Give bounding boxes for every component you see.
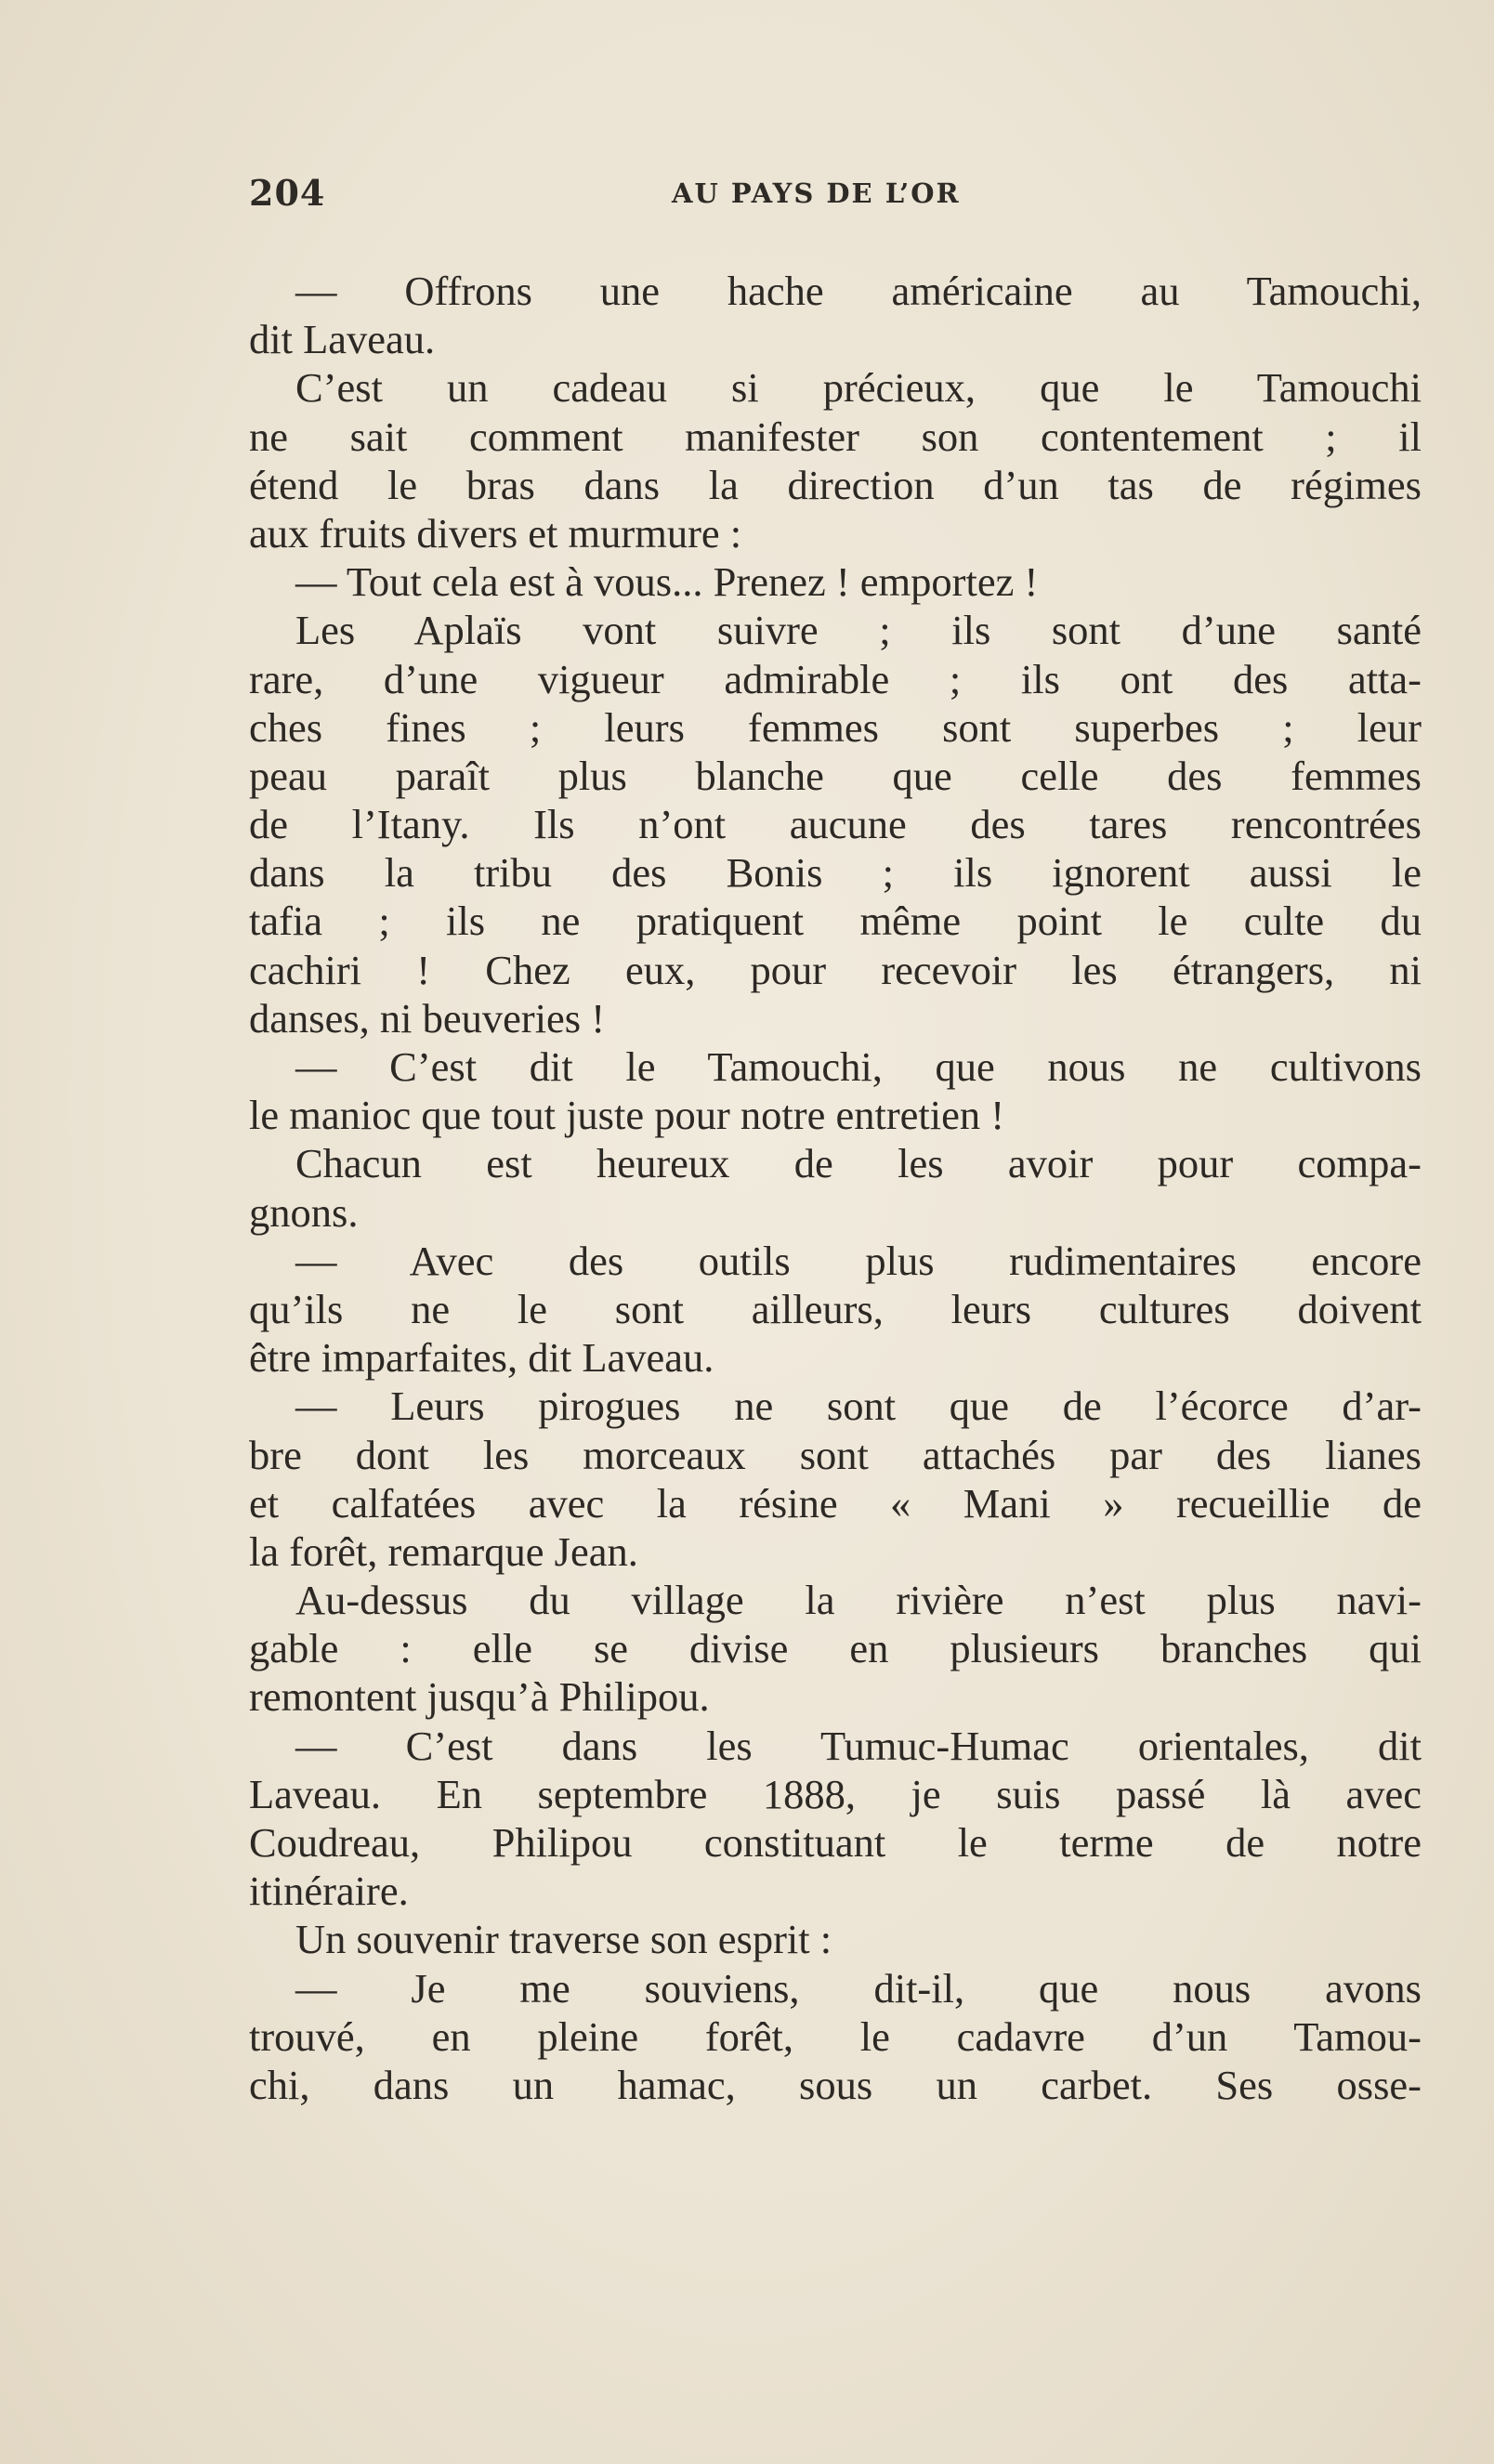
text-line: — Tout cela est à vous... Prenez ! emportez !	[295, 558, 1039, 606]
text-line: gable : elle se divise en plusieurs branches qui	[249, 1625, 1422, 1672]
text-line: rare, d’une vigueur admirable ; ils ont des atta-	[249, 655, 1422, 702]
text-line: peau paraît plus blanche que celle des femmes	[249, 752, 1422, 799]
text-line: — Offrons une hache américaine au Tamouchi,	[295, 268, 1422, 314]
text-line: tafia ; ils ne pratiquent même point le culte du	[249, 898, 1422, 945]
text-line: la forêt, remarque Jean.	[249, 1527, 638, 1575]
text-line: ne sait comment manifester son contentement ; il	[249, 413, 1422, 460]
page-number: 204	[249, 172, 326, 214]
text-line: gnons.	[249, 1188, 359, 1236]
text-line: Les Aplaïs vont suivre ; ils sont d’une santé	[295, 607, 1422, 654]
text-line: ches fines ; leurs femmes sont superbes ; leur	[249, 703, 1422, 751]
text-line: — C’est dans les Tumuc-Humac orientales, dit	[295, 1722, 1422, 1769]
text-line: — C’est dit le Tamouchi, que nous ne cultivons	[295, 1043, 1422, 1090]
text-line: — Je me souviens, dit-il, que nous avons	[295, 1964, 1422, 2012]
text-line: chi, dans un hamac, sous un carbet. Ses osse-	[249, 2061, 1422, 2108]
text-line: de l’Itany. Ils n’ont aucune des tares rencontrées	[249, 801, 1422, 848]
text-line: Coudreau, Philipou constituant le terme de notre	[249, 1819, 1422, 1866]
body-text	[249, 267, 1422, 2109]
text-line: le manioc que tout juste pour notre entretien !	[249, 1092, 1005, 1139]
text-line: bre dont les morceaux sont attachés par des lianes	[249, 1431, 1422, 1478]
text-line: Au-dessus du village la rivière n’est plus navi-	[295, 1577, 1422, 1624]
text-line: — Leurs pirogues ne sont que de l’écorce d’ar-	[295, 1383, 1422, 1430]
text-line: cachiri ! Chez eux, pour recevoir les étrangers, ni	[249, 946, 1422, 993]
running-title: AU PAYS DE L’OR	[672, 177, 961, 209]
text-line: trouvé, en pleine forêt, le cadavre d’un Tamou-	[249, 2012, 1422, 2060]
text-line: qu’ils ne le sont ailleurs, leurs cultures doivent	[249, 1285, 1422, 1332]
text-line: dans la tribu des Bonis ; ils ignorent aussi le	[249, 849, 1422, 897]
text-line: être imparfaites, dit Laveau.	[249, 1334, 714, 1382]
text-line: aux fruits divers et murmure :	[249, 509, 742, 557]
text-line: remontent jusqu’à Philipou.	[249, 1673, 710, 1721]
text-line: Chacun est heureux de les avoir pour compa-	[295, 1140, 1422, 1187]
text-line: C’est un cadeau si précieux, que le Tamouchi	[295, 364, 1422, 412]
text-line: et calfatées avec la résine « Mani » recueillie de	[249, 1479, 1422, 1527]
page-header	[249, 172, 1422, 228]
text-line: — Avec des outils plus rudimentaires encore	[295, 1237, 1422, 1284]
text-line: étend le bras dans la direction d’un tas de régimes	[249, 461, 1422, 508]
text-line: Laveau. En septembre 1888, je suis passé là avec	[249, 1770, 1422, 1817]
text-line: Un souvenir traverse son esprit :	[295, 1916, 832, 1963]
text-line: dit Laveau.	[249, 316, 436, 363]
text-line: danses, ni beuveries !	[249, 994, 606, 1042]
text-line: itinéraire.	[249, 1868, 409, 1915]
